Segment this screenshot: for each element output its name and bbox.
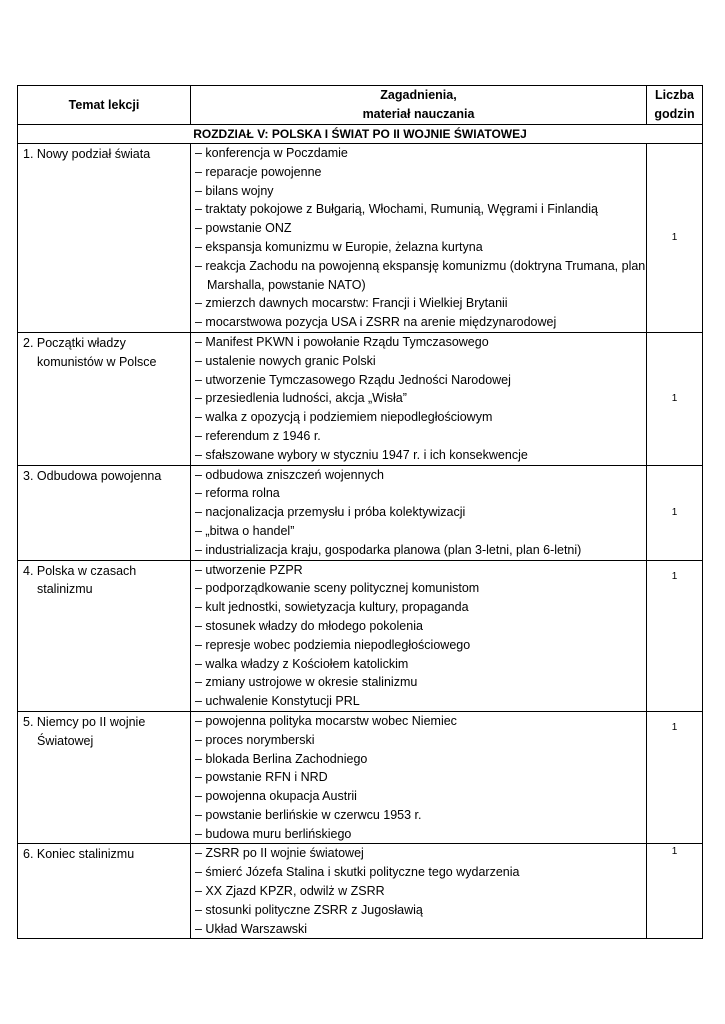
list-item: – referendum z 1946 r. <box>195 428 321 443</box>
list-item: – nacjonalizacja przemysłu i próba kolektywizacji <box>195 505 466 520</box>
header-hours <box>647 86 703 125</box>
list-item: – zmiany ustrojowe w okresie stalinizmu <box>195 675 418 690</box>
lesson-items <box>191 465 647 560</box>
list-item: – stosunki polityczne ZSRR z Jugosławią <box>195 902 423 917</box>
lesson-topic <box>18 711 191 844</box>
lesson-items <box>191 332 647 465</box>
lesson-topic <box>18 844 191 939</box>
list-item: – bilans wojny <box>195 183 274 198</box>
header-topic <box>18 86 191 125</box>
topic-line: 5. Niemcy po II wojnie <box>23 714 146 729</box>
list-item: – ekspansja komunizmu w Europie, żelazna kurtyna <box>195 239 483 254</box>
list-item: – sfałszowane wybory w styczniu 1947 r. i ich konsekwencje <box>195 447 528 462</box>
list-item: – represje wobec podziemia niepodległościowego <box>195 637 471 652</box>
list-item: – industrializacja kraju, gospodarka planowa (plan 3-letni, plan 6-letni) <box>195 542 582 557</box>
topic-line: Światowej <box>37 733 94 748</box>
header-issues-line1: Zagadnienia, <box>380 88 457 102</box>
list-item: – reforma rolna <box>195 486 280 501</box>
header-issues-line2: materiał nauczania <box>362 107 475 121</box>
header-hours-line2: godzin <box>654 107 695 121</box>
list-item: – utworzenie PZPR <box>195 562 303 577</box>
list-item: – walka z opozycją i podziemiem niepodległościowym <box>195 410 493 425</box>
list-item: – powstanie ONZ <box>195 221 292 236</box>
list-item: – blokada Berlina Zachodniego <box>195 751 368 766</box>
list-item: – Układ Warszawski <box>195 921 308 936</box>
topic-line: 4. Polska w czasach <box>23 563 137 578</box>
lesson-plan-table <box>17 85 703 939</box>
list-item: – odbudowa zniszczeń wojennych <box>195 467 385 482</box>
list-item: – reparacje powojenne <box>195 164 322 179</box>
lesson-hours <box>647 844 703 939</box>
list-item: – walka władzy z Kościołem katolickim <box>195 656 409 671</box>
section-title: ROZDZIAŁ V: POLSKA I ŚWIAT PO II WOJNIE ŚWIATOWEJ <box>18 125 703 144</box>
header-topic-label: Temat lekcji <box>68 97 140 112</box>
topic-line: 1. Nowy podział świata <box>23 147 151 161</box>
table-row <box>18 465 703 560</box>
hours-value: 1 <box>671 846 678 858</box>
section-row <box>18 125 703 144</box>
list-item: – budowa muru berlińskiego <box>195 826 352 841</box>
list-item: – powojenna okupacja Austrii <box>195 789 357 804</box>
list-item: Marshalla, powstanie NATO) <box>207 277 366 292</box>
list-item: – Manifest PKWN i powołanie Rządu Tymczasowego <box>195 334 489 349</box>
list-item: – ustalenie nowych granic Polski <box>195 353 376 368</box>
header-issues <box>191 86 647 125</box>
list-item: – traktaty pokojowe z Bułgarią, Włochami, Rumunią, Węgrami i Finlandią <box>195 202 598 217</box>
list-item: – utworzenie Tymczasowego Rządu Jedności Narodowej <box>195 372 511 387</box>
lesson-topic <box>18 560 191 711</box>
list-item: – kult jednostki, sowietyzacja kultury, propaganda <box>195 600 469 615</box>
lesson-items <box>191 711 647 844</box>
list-item: – powstanie RFN i NRD <box>195 770 328 785</box>
list-item: – proces norymberski <box>195 732 315 747</box>
hours-value: 1 <box>671 721 678 733</box>
table-row <box>18 844 703 939</box>
hours-value: 1 <box>671 570 678 582</box>
lesson-hours <box>647 560 703 711</box>
list-item: – uchwalenie Konstytucji PRL <box>195 694 360 709</box>
topic-line: stalinizmu <box>37 582 93 597</box>
lesson-hours: 1 <box>647 144 703 333</box>
lesson-items <box>191 560 647 711</box>
list-item: – podporządkowanie sceny politycznej komunistom <box>195 581 480 596</box>
table-row <box>18 144 703 333</box>
lesson-hours: 1 <box>647 332 703 465</box>
topic-line: 3. Odbudowa powojenna <box>23 468 162 483</box>
table-row <box>18 332 703 465</box>
lesson-topic <box>18 332 191 465</box>
topic-line: 2. Początki władzy <box>23 335 126 350</box>
lesson-hours <box>647 711 703 844</box>
list-item: – powstanie berlińskie w czerwcu 1953 r. <box>195 807 422 822</box>
list-item: – stosunek władzy do młodego pokolenia <box>195 618 423 633</box>
list-item: – zmierzch dawnych mocarstw: Francji i Wielkiej Brytanii <box>195 296 508 311</box>
header-hours-line1: Liczba <box>655 88 694 102</box>
list-item: – przesiedlenia ludności, akcja „Wisła” <box>195 391 407 406</box>
list-item: – śmierć Józefa Stalina i skutki polityczne tego wydarzenia <box>195 865 520 880</box>
table-row <box>18 711 703 844</box>
lesson-hours: 1 <box>647 465 703 560</box>
list-item: – „bitwa o handel” <box>195 523 295 538</box>
lesson-topic <box>18 144 191 333</box>
list-item: – konferencja w Poczdamie <box>195 146 348 160</box>
list-item: – mocarstwowa pozycja USA i ZSRR na arenie międzynarodowej <box>195 315 557 330</box>
lesson-items <box>191 844 647 939</box>
list-item: – reakcja Zachodu na powojenną ekspansję komunizmu (doktryna Trumana, plan <box>195 258 646 273</box>
lesson-items <box>191 144 647 333</box>
table-header-row <box>18 86 703 125</box>
topic-line: komunistów w Polsce <box>37 354 157 369</box>
list-item: – ZSRR po II wojnie światowej <box>195 846 364 861</box>
list-item: – powojenna polityka mocarstw wobec Niemiec <box>195 713 457 728</box>
lesson-topic <box>18 465 191 560</box>
topic-line: 6. Koniec stalinizmu <box>23 847 135 862</box>
table-row <box>18 560 703 711</box>
list-item: – XX Zjazd KPZR, odwilż w ZSRR <box>195 884 385 899</box>
